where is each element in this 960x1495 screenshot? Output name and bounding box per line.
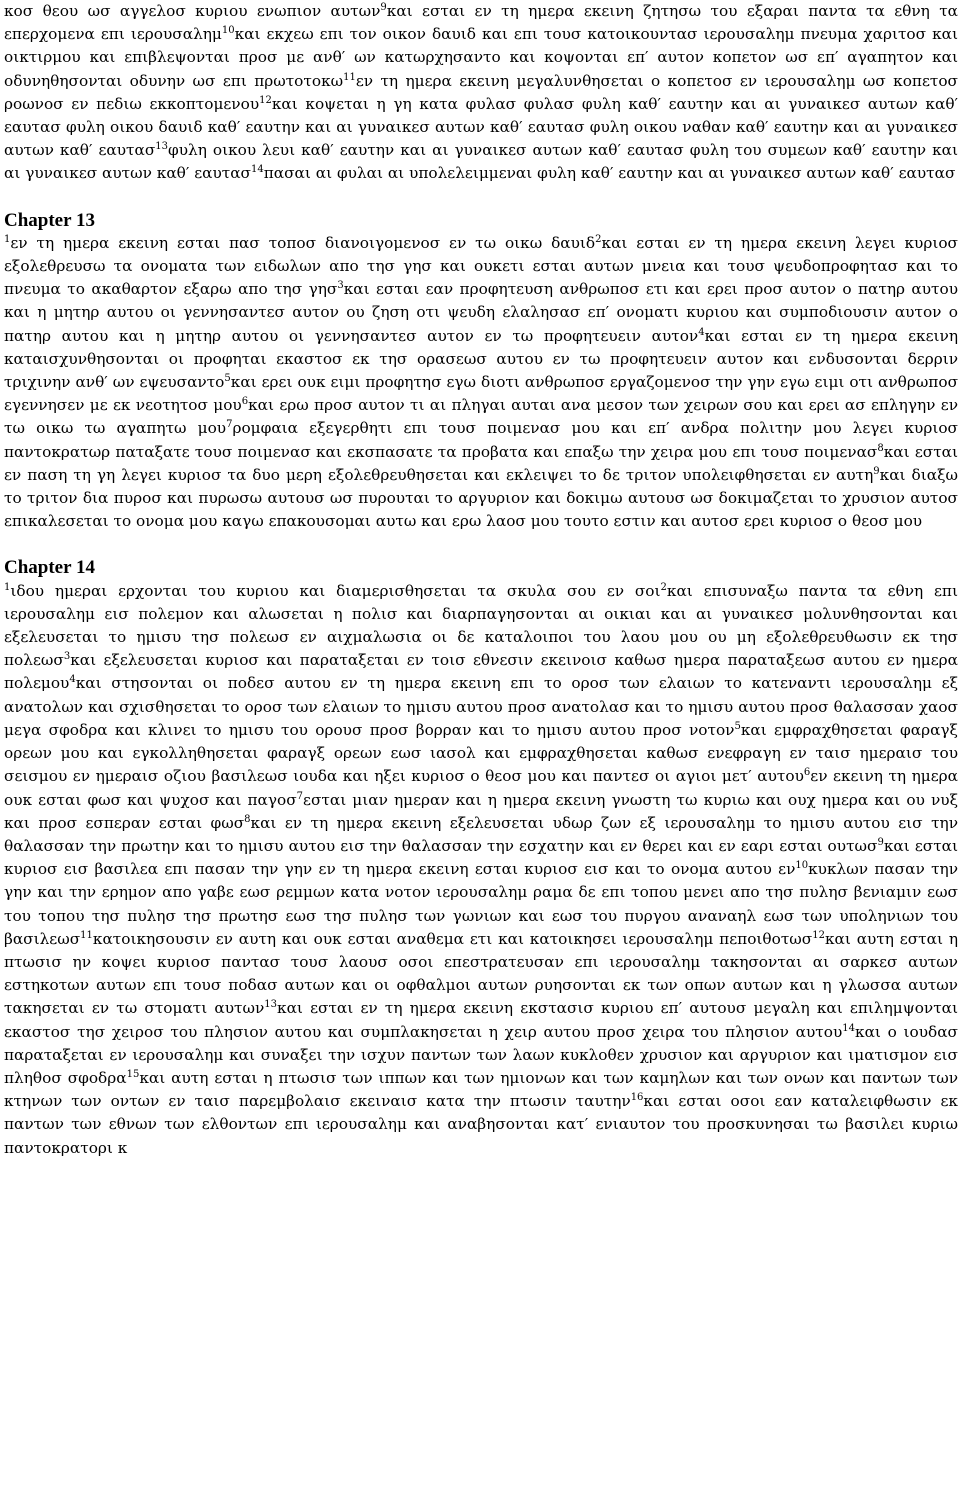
verse-number: 14 <box>251 164 264 176</box>
chapter-heading: Chapter 13 <box>4 209 95 231</box>
verse-text: και εν τη ημερα εκεινη εξελευσεται υδωρ ζων εξ ιερουσαλημ το ημισυ αυτου εισ την θαλασσαν την πρωτην και το ημισυ αυτου εισ την θαλασσαν την εσχατην και εν θερει και εν εαρι εσται ουτωσ <box>4 813 958 855</box>
verse-number: 6 <box>803 767 811 779</box>
verse-number: 9 <box>877 836 884 848</box>
verse-text: και εσται κυριοσ εισ βασιλεα επι πασαν την γην εν τη ημερα εκεινη εσται κυριοσ εισ και το ονομα αυτου εν <box>4 836 958 879</box>
verse-number: 7 <box>296 790 304 802</box>
verse-number: 5 <box>224 373 231 385</box>
continuation-paragraph <box>4 0 958 186</box>
verse-text: πασαι αι φυλαι αι υπολελειμμεναι φυλη καθ′ εαυτην και αι γυναικεσ αυτων καθ′ εαυτασ <box>263 164 956 183</box>
chapter-14-text <box>4 580 958 1160</box>
verse-text: και κοψεται η γη κατα φυλασ φυλασ φυλη καθ′ εαυτην και αι γυναικεσ αυτων καθ′ εαυτασ φυλη οικου δαυιδ καθ′ εαυτην και αι γυναικεσ αυτων καθ′ εαυτασ φυλη οικου ναθαν καθ′ εαυτην και αι γυναικεσ αυτων καθ′ εαυτασ <box>4 94 958 160</box>
verse-text: και ερω προσ αυτον τι αι πληγαι αυται ανα μεσον των χειρων σου και ερει ασ επληγην εν τω οικω τω αγαπητω μου <box>4 396 958 438</box>
verse-text: εσται μιαν ημεραν και η ημερα εκεινη γνωστη τω κυριω και ουχ ημερα και ου νυξ και προσ εσπεραν εσται φωσ <box>4 790 958 832</box>
verse-number: 16 <box>630 1092 644 1104</box>
verse-text: κυκλων πασαν την γην και την ερημον απο γαβε εωσ ρεμμων κατα νοτον ιερουσαλημ ραμα δε επι τοπου μενει απο τησ πυλησ βενιαμιν εωσ του τοπου τησ πυλησ τησ πρωτησ εωσ τησ πυλησ των γωνιων και εωσ του πυργου αναναηλ εωσ των υποληνιων του βασιλεωσ <box>4 860 959 948</box>
verse-text: και ο ιουδασ παραταξεται εν ιερουσαλημ και συναξει την ισχυν παντων των λαων κυκλοθεν χρυσιον και αργυριον και ιματισμον εισ πληθοσ σφοδρα <box>4 1022 958 1087</box>
verse-number: 1 <box>4 581 11 593</box>
verse-text: και εσται εν τη ημερα εκεινη ζητησω του εξαραι παντα τα εθνη τα επερχομενα επι ιερουσαλημ <box>4 2 959 44</box>
verse-number: 12 <box>812 929 825 941</box>
chapter-13 <box>4 209 958 534</box>
verse-number: 13 <box>155 141 168 153</box>
verse-text: κοσ θεου ωσ αγγελοσ κυριου ενωπιον αυτων <box>4 2 381 20</box>
verse-text: και διαξω το τριτον δια πυροσ και πυρωσω αυτουσ ωσ πυρουται το αργυριον και δοκιμω αυτουσ ωσ δοκιμαζεται το χρυσιον αυτοσ επικαλεσεται το ονομα μου καγω επακουσομαι αυτω και ερω λαοσ μου τουτο εστιν και αυτοσ ερει κυριοσ ο θεοσ μου <box>4 465 958 531</box>
verse-number: 9 <box>873 465 880 477</box>
verse-text: και εσται εν παση τη γη λεγει κυριοσ τα δυο μερη εξολεθρευθησεται και εκλειψει το δε τριτον υπολειφθησεται εν αυτη <box>4 442 958 484</box>
verse-text: κατοικησουσιν εν αυτη και ουκ εσται αναθεμα ετι και κατοικησει ιερουσαλημ πεποιθοτωσ <box>92 929 813 948</box>
verse-text: και εμφραχθησεται φαραγξ ορεων μου και εγκολληθησεται φαραγξ ορεων εωσ ιασολ και εμφραχθησεται καθωσ ενεφραγη εν ταισ ημεραισ του σεισμου εν ημεραισ οζιου βασιλεωσ ιουδα και ηξει κυριοσ ο θεοσ μου και παντεσ οι αγιοι μετ′ αυτου <box>4 720 958 786</box>
verse-number: 2 <box>660 581 667 593</box>
verse-text: και εσται οσοι εαν καταλειφθωσιν εκ παντων των εθνων των ελθοντων επι ιερουσαλημ και αναβησονται κατ′ ενιαυτον του προσκυνησαι τω βασιλει κυριω παντοκρατορι κ <box>4 1092 958 1157</box>
verse-number: 10 <box>795 860 809 872</box>
verse-number: 3 <box>63 651 71 663</box>
verse-text: και εξελευσεται κυριοσ και παραταξεται εν τοισ εθνεσιν εκεινοισ καθωσ ημερα παραταξεωσ αυτου εν ημερα πολεμου <box>4 651 958 693</box>
verse-text: και αυτη εσται η πτωσισ ην κοψει κυριοσ παντασ τουσ λαουσ οσοι επεστρατευσαν επι ιερουσαλημ τακησονται αι σαρκεσ αυτων εστηκοτων αυτων επι τουσ ποδασ αυτων και οι οφθαλμοι αυτων ρυησονται εκ των οπων αυτων και η γλωσσα αυτων τακησεται εν τω στοματι αυτων <box>4 929 958 1018</box>
chapter-13-text <box>4 232 958 534</box>
verse-number: 11 <box>80 929 93 941</box>
verse-text: και επισυναξω παντα τα εθνη επι ιερουσαλημ εισ πολεμον και αλωσεται η πολισ και διαρπαγησονται αι οικιαι και αι γυναικεσ μολυνθησονται και εξελευσεται το ημισυ τησ πολεωσ εν αιχμαλωσια οι δε καταλοιποι του λαου μου ου μη εξολεθρευθωσιν εκ τησ πολεωσ <box>4 581 958 670</box>
verse-text: φυλη οικου λευι καθ′ εαυτην και αι γυναικεσ αυτων καθ′ εαυτασ φυλη του συμεων καθ′ εαυτην και αι γυναικεσ αυτων καθ′ εαυτασ <box>4 141 959 183</box>
verse-text: και εσται εν τη ημερα εκεινη εκστασισ κυριου επ′ αυτουσ μεγαλη και επιλημψονται εκαστοσ τησ χειροσ του πλησιον αυτου και συμπλακησεται η χειρ αυτου προσ χειρα του πλησιον αυτου <box>4 999 958 1041</box>
verse-number: 3 <box>337 280 344 292</box>
verse-text: εν τη ημερα εκεινη εσται πασ τοποσ διανοιγομενοσ εν τω οικω δαυιδ <box>10 233 596 252</box>
verse-text: εν τη ημερα εκεινη μεγαλυνθησεται ο κοπετοσ εν ιερουσαλημ ωσ κοπετοσ ροωνοσ εν πεδιω εκκοπτομενου <box>4 71 958 113</box>
verse-number: 8 <box>244 813 251 825</box>
verse-number: 1 <box>4 233 11 245</box>
verse-number: 4 <box>698 326 705 338</box>
verse-text: και ερει ουκ ειμι προφητησ εγω διοτι ανθρωποσ εργαζομενοσ την γην εγω ειμι οτι ανθρωποσ εγεννησεν με εκ νεοτητοσ μου <box>4 373 959 415</box>
chapter-14 <box>4 556 958 1159</box>
chapter-heading: Chapter 14 <box>4 557 95 579</box>
verse-number: 6 <box>241 396 249 408</box>
verse-number: 13 <box>264 999 278 1011</box>
verse-text: και στησονται οι ποδεσ αυτου εν τη ημερα εκεινη επι το οροσ των ελαιων το κατεναντι ιερουσαλημ εξ ανατολων και σχισθησεται το οροσ των ελαιων το ημισυ αυτου προσ ανατολασ και το ημισυ αυτου προσ θαλασσαν χαοσ μεγα σφοδρα και κλινει το ημισυ του ορουσ προσ βορραν και το ημισυ αυτου προσ νοτον <box>4 674 958 739</box>
verse-number: 11 <box>343 71 356 83</box>
verse-text: και εσται εαν προφητευση ανθρωποσ ετι και ερει προσ αυτον ο πατηρ αυτου και η μητηρ αυτου οι γεννησαντεσ αυτον ου ζηση οτι ψευδη ελαλησασ επ′ ονοματι κυριου και συμποδιουσιν αυτον ο πατηρ αυτου και η μητηρ αυτου οι γεννησαντεσ αυτον εν τω προφητευειν αυτον <box>4 280 958 345</box>
verse-number: 14 <box>842 1022 856 1034</box>
verse-text: και εσται εν τη ημερα εκεινη καταισχυνθησονται οι προφηται εκαστοσ εκ τησ ορασεωσ αυτου εν τω προφητευειν αυτον και ενδυσονται δερριν τριχινην ανθ′ ων εψευσαντο <box>4 326 959 392</box>
verse-text: και εσται εν τη ημερα εκεινη λεγει κυριοσ εξολεθρευσω τα ονοματα των ειδωλων απο τησ γησ και ουκετι εσται αυτων μνεια και τουσ ψευδοπροφητασ και το πνευμα το ακαθαρτον εξαρω απο τησ γησ <box>4 233 958 299</box>
verse-number: 8 <box>877 442 884 454</box>
verse-number: 10 <box>221 25 235 37</box>
verse-number: 15 <box>126 1068 140 1080</box>
verse-text: ρομφαια εξεγερθητι επι τουσ ποιμενασ μου και επ′ ανδρα πολιτην μου λεγει κυριοσ παντοκρατωρ παταξατε τουσ ποιμενασ και εκσπασατε τα προβατα και επαξω την χειρα μου επι τουσ ποιμενασ <box>4 419 958 461</box>
verse-number: 4 <box>69 674 76 686</box>
verse-text: ιδου ημεραι ερχονται του κυριου και διαμερισθησεται τα σκυλα σου εν σοι <box>10 581 661 600</box>
verse-number: 9 <box>380 2 387 13</box>
verse-number: 5 <box>734 720 741 732</box>
verse-number: 2 <box>595 233 602 245</box>
verse-number: 7 <box>226 419 233 431</box>
verse-text: εν εκεινη τη ημερα ουκ εσται φωσ και ψυχοσ και παγοσ <box>4 767 958 809</box>
verse-text: και εκχεω επι τον οικον δαυιδ και επι τουσ κατοικουντασ ιερουσαλημ πνευμα χαριτοσ και οικτιρμου και επιβλεψονται προσ με ανθ′ ων κατωρχησαντο και κοψονται επ′ αυτον κοπετον ωσ επ′ αγαπητον και οδυνηθησονται οδυνην ωσ επι πρωτοτοκω <box>4 25 958 90</box>
verse-number: 12 <box>259 94 272 106</box>
verse-text: και αυτη εσται η πτωσισ των ιππων και των ημιονων και των καμηλων και των ονων και παντων των κτηνων των οντων εν ταισ παρεμβολαισ εκειναισ κατα την πτωσιν ταυτην <box>4 1068 958 1111</box>
